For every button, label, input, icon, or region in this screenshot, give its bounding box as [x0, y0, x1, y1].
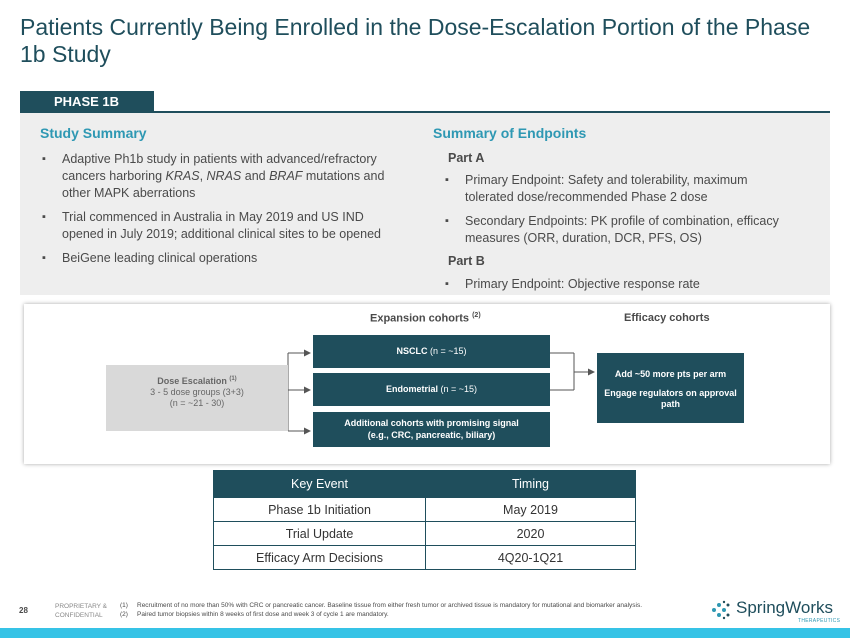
- footnote-text: Recruitment of no more than 50% with CRC or pancreatic cancer. Baseline tissue from either fresh tumor or archived tissue is mandatory for mutational and biomarker analysis.: [137, 602, 643, 609]
- efficacy-add-text: Add ~50 more pts per arm: [614, 369, 727, 379]
- page-number: 28: [19, 606, 28, 615]
- table-header: Key Event: [214, 471, 426, 498]
- dose-escalation-title: Dose Escalation $^{(1)}$: [157, 376, 237, 386]
- part-a-label: Part A: [448, 151, 485, 165]
- table-header: Timing: [426, 471, 636, 498]
- table-cell: 2020: [426, 522, 636, 546]
- efficacy-cohorts-heading: Efficacy cohorts: [624, 312, 710, 324]
- key-events-table: [213, 470, 636, 570]
- confidential-line: CONFIDENTIAL: [55, 612, 103, 619]
- study-summary-bullet: ▪ BeiGene leading clinical operations: [40, 250, 400, 267]
- logo-subtitle: THERAPEUTICS: [798, 618, 841, 624]
- confidential-label: [55, 602, 115, 620]
- footnote-number: (1): [120, 602, 128, 609]
- part-b-bullet: ▪ Primary Endpoint: Objective response rate: [443, 276, 793, 293]
- table-cell: May 2019: [426, 498, 636, 522]
- part-a-bullet: ▪ Primary Endpoint: Safety and tolerability, maximum tolerated dose/recommended Phase 2 dose: [443, 172, 793, 206]
- springworks-logo: [710, 598, 841, 624]
- footnote-text: Paired tumor biopsies within 8 weeks of first dose and week 3 of cycle 1 are mandatory.: [137, 611, 389, 618]
- table-header-row: [214, 471, 636, 498]
- dose-n-text: (n = ~21 - 30): [169, 398, 225, 408]
- study-summary-bullet: ▪ Adaptive Ph1b study in patients with advanced/refractory cancers harboring KRAS, NRAS and BRAF mutations and other MAPK aberrations: [40, 151, 400, 202]
- footnote: [120, 610, 710, 619]
- footnote: [120, 601, 710, 610]
- part-a-list: [443, 172, 793, 254]
- table-row: [214, 498, 636, 522]
- additional-cohorts-examples: (e.g., CRC, pancreatic, biliary): [367, 430, 496, 440]
- efficacy-regulators-text: Engage regulators on approval path: [604, 388, 737, 409]
- part-a-bullet: ▪ Secondary Endpoints: PK profile of combination, efficacy measures (ORR, duration, DCR, PFS, OS): [443, 213, 793, 247]
- cohort-diagram: [24, 304, 830, 464]
- part-b-list: [443, 276, 793, 300]
- table-cell: 4Q20-1Q21: [426, 546, 636, 570]
- additional-cohorts-box: [313, 412, 550, 447]
- springworks-logo-icon: [710, 600, 732, 620]
- study-summary-heading: Study Summary: [40, 125, 147, 141]
- expansion-cohorts-heading: Expansion cohorts $^{(2)}$: [370, 312, 481, 325]
- efficacy-cohort-box: [597, 353, 744, 423]
- footnote-number: (2): [120, 611, 128, 618]
- study-summary-list: [40, 151, 400, 274]
- study-summary-bullet: ▪ Trial commenced in Australia in May 2019 and US IND opened in July 2019; additional clinical sites to be opened: [40, 209, 400, 243]
- table-row: [214, 522, 636, 546]
- part-b-label: Part B: [448, 254, 485, 268]
- dose-groups-text: 3 - 5 dose groups (3+3): [150, 387, 244, 397]
- nsclc-cohort-box: NSCLC (n = ~15): [313, 335, 550, 368]
- confidential-line: PROPRIETARY &: [55, 603, 108, 610]
- table-cell: Phase 1b Initiation: [214, 498, 426, 522]
- endometrial-cohort-box: Endometrial (n = ~15): [313, 373, 550, 406]
- phase-tab: PHASE 1B: [20, 91, 154, 113]
- footnotes: [120, 601, 710, 619]
- table-row: [214, 546, 636, 570]
- endpoints-heading: Summary of Endpoints: [433, 125, 587, 141]
- bottom-accent-bar: [0, 628, 850, 638]
- table-cell: Efficacy Arm Decisions: [214, 546, 426, 570]
- logo-wordmark: SpringWorks: [736, 598, 833, 617]
- table-cell: Trial Update: [214, 522, 426, 546]
- dose-escalation-box: [106, 365, 288, 431]
- additional-cohorts-text: Additional cohorts with promising signal: [344, 418, 519, 428]
- page-title: Patients Currently Being Enrolled in the Dose-Escalation Portion of the Phase 1b Study: [20, 14, 811, 67]
